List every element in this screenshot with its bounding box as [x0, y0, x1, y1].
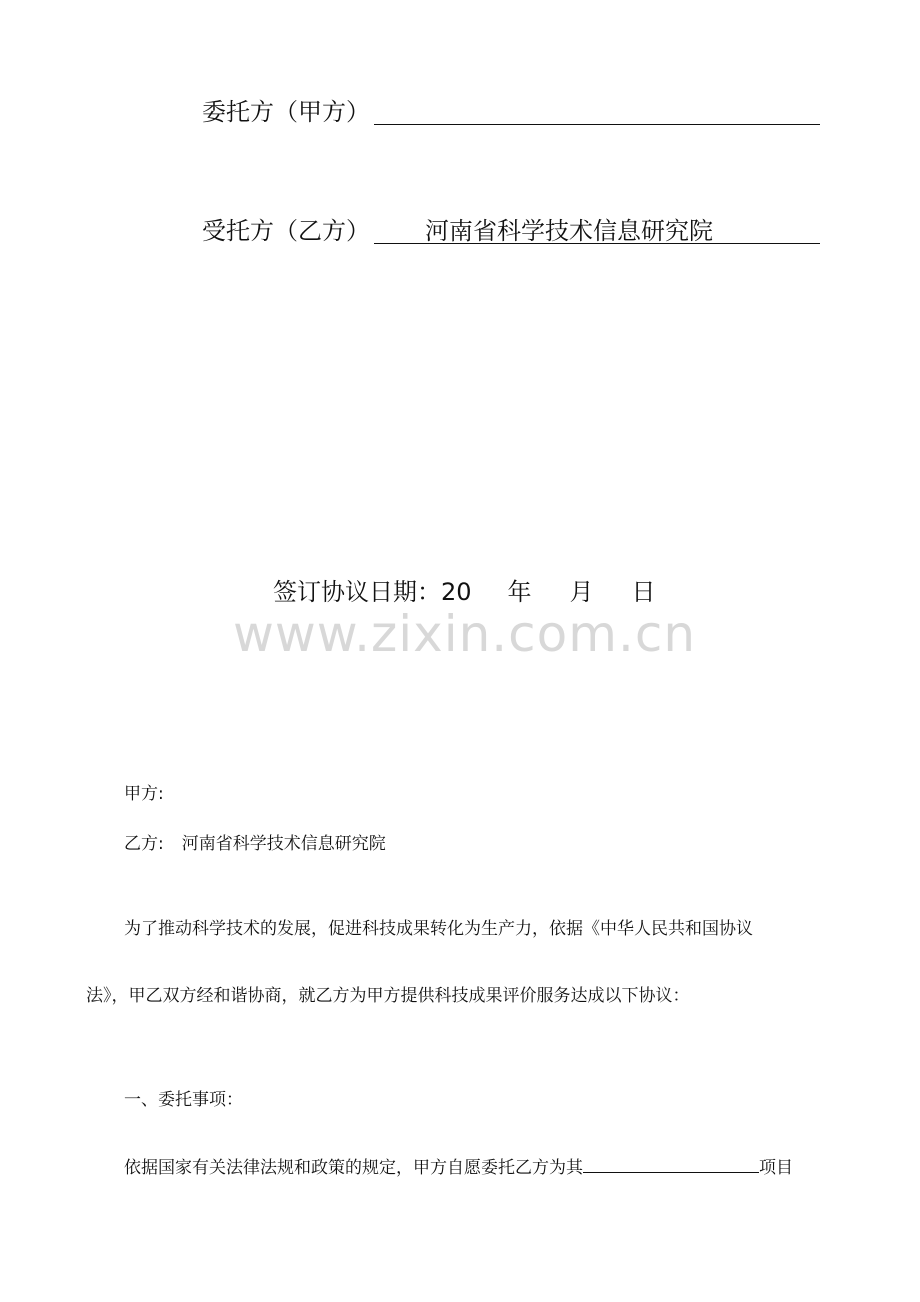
section-1-heading: 一、委托事项：: [124, 1090, 243, 1110]
date-day: 日: [631, 578, 656, 606]
party-b-label: 受托方（乙方）: [202, 217, 370, 245]
party-a-fill-line: [374, 124, 820, 125]
signing-date-line: [273, 577, 656, 607]
date-month: 月: [569, 578, 594, 606]
party-a-label: 委托方（甲方）: [202, 98, 370, 126]
signing-date-label: 签订协议日期：20: [273, 578, 472, 606]
section-1-text: [124, 1156, 793, 1179]
preamble-line-1: 为了推动科学技术的发展，促进科技成果转化为生产力，依据《中华人民共和国协议: [124, 919, 753, 939]
watermark: www.zixin.com.cn: [233, 605, 697, 663]
party-a-line: 甲方:: [124, 784, 164, 804]
project-name-blank: [583, 1156, 759, 1173]
party-b-line: [124, 833, 386, 855]
date-year: 年: [507, 578, 532, 606]
section-1-text-after: 项目: [759, 1158, 793, 1178]
preamble-line-2: 法》，甲乙双方经和谐协商，就乙方为甲方提供科技成果评价服务达成以下协议：: [86, 986, 690, 1006]
party-b-line-label: 乙方:: [124, 834, 164, 854]
party-b-line-value: 河南省科学技术信息研究院: [181, 834, 386, 854]
section-1-text-before: 依据国家有关法律法规和政策的规定，甲方自愿委托乙方为其: [124, 1158, 583, 1178]
party-b-value: 河南省科学技术信息研究院: [425, 217, 713, 245]
